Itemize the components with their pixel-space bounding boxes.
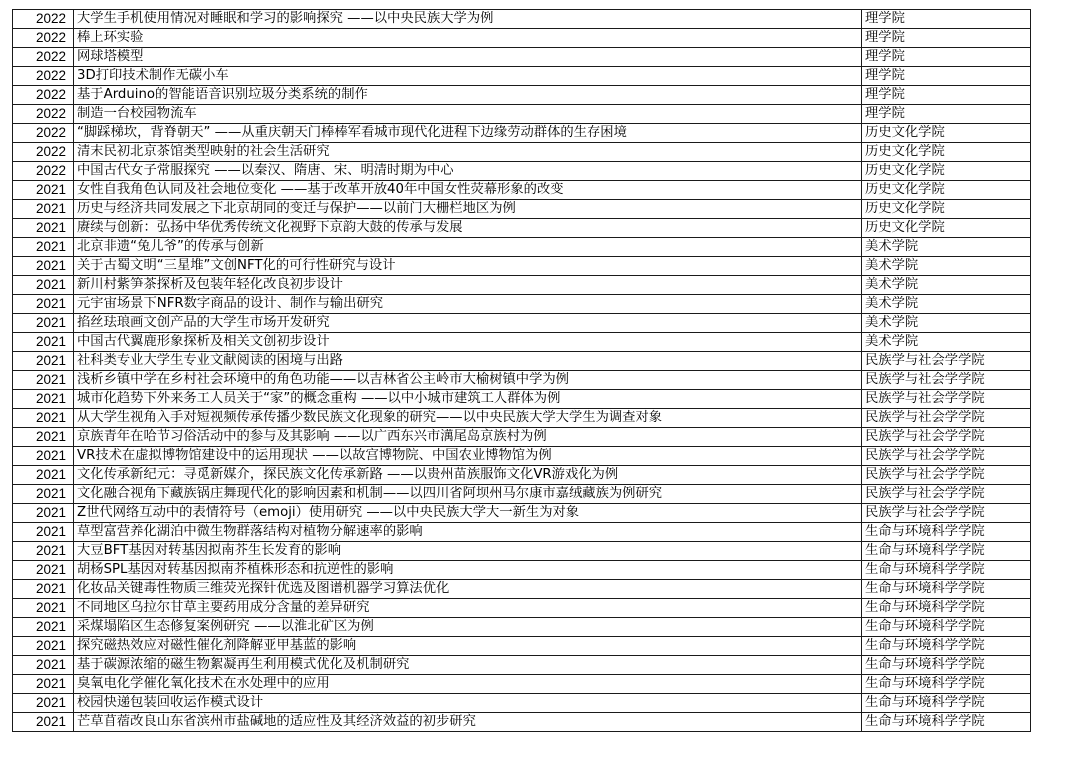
table-row (13, 409, 1031, 428)
college-cell: 生命与环境科学学院 (862, 675, 1031, 694)
project-title-cell: 元宇宙场景下NFR数字商品的设计、制作与输出研究 (74, 295, 862, 314)
year-cell: 2021 (13, 599, 74, 618)
table-row (13, 333, 1031, 352)
table-row (13, 48, 1031, 67)
year-cell: 2022 (13, 67, 74, 86)
project-title-cell: 基于碳源浓缩的磁生物絮凝再生利用模式优化及机制研究 (74, 656, 862, 675)
table-row (13, 428, 1031, 447)
year-cell: 2021 (13, 371, 74, 390)
college-cell: 理学院 (862, 48, 1031, 67)
table-row (13, 466, 1031, 485)
project-title-cell: 文化传承新纪元：寻觅新媒介，探民族文化传承新路 ——以贵州苗族服饰文化VR游戏化为例 (74, 466, 862, 485)
table-row (13, 124, 1031, 143)
project-title-cell: 制造一台校园物流车 (74, 105, 862, 124)
year-cell: 2021 (13, 637, 74, 656)
year-cell: 2021 (13, 713, 74, 732)
college-cell: 生命与环境科学学院 (862, 618, 1031, 637)
table-row (13, 257, 1031, 276)
project-table (12, 9, 1031, 732)
college-cell: 民族学与社会学学院 (862, 447, 1031, 466)
college-cell: 民族学与社会学学院 (862, 485, 1031, 504)
year-cell: 2021 (13, 694, 74, 713)
project-title-cell: 浅析乡镇中学在乡村社会环境中的角色功能——以吉林省公主岭市大榆树镇中学为例 (74, 371, 862, 390)
year-cell: 2021 (13, 580, 74, 599)
table-row (13, 219, 1031, 238)
table-row (13, 86, 1031, 105)
table-row (13, 504, 1031, 523)
year-cell: 2021 (13, 295, 74, 314)
project-title-cell: 女性自我角色认同及社会地位变化 ——基于改革开放40年中国女性荧幕形象的改变 (74, 181, 862, 200)
project-title-cell: 臭氧电化学催化氧化技术在水处理中的应用 (74, 675, 862, 694)
table-row (13, 105, 1031, 124)
project-title-cell: 北京非遗“兔儿爷”的传承与创新 (74, 238, 862, 257)
table-row (13, 29, 1031, 48)
table-row (13, 200, 1031, 219)
project-title-cell: 历史与经济共同发展之下北京胡同的变迁与保护——以前门大栅栏地区为例 (74, 200, 862, 219)
year-cell: 2021 (13, 485, 74, 504)
year-cell: 2022 (13, 105, 74, 124)
project-title-cell: VR技术在虚拟博物馆建设中的运用现状 ——以故宫博物院、中国农业博物馆为例 (74, 447, 862, 466)
project-title-cell: 关于古蜀文明“三星堆”文创NFT化的可行性研究与设计 (74, 257, 862, 276)
year-cell: 2021 (13, 675, 74, 694)
project-title-cell: 探究磁热效应对磁性催化剂降解亚甲基蓝的影响 (74, 637, 862, 656)
year-cell: 2022 (13, 162, 74, 181)
college-cell: 民族学与社会学学院 (862, 409, 1031, 428)
project-title-cell: 大豆BFT基因对转基因拟南芥生长发育的影响 (74, 542, 862, 561)
year-cell: 2022 (13, 29, 74, 48)
college-cell: 理学院 (862, 67, 1031, 86)
table-row (13, 675, 1031, 694)
project-title-cell: 大学生手机使用情况对睡眠和学习的影响探究 ——以中央民族大学为例 (74, 10, 862, 29)
college-cell: 美术学院 (862, 257, 1031, 276)
table-row (13, 713, 1031, 732)
year-cell: 2021 (13, 352, 74, 371)
table-row (13, 371, 1031, 390)
college-cell: 理学院 (862, 10, 1031, 29)
year-cell: 2021 (13, 390, 74, 409)
college-cell: 生命与环境科学学院 (862, 694, 1031, 713)
project-list-sheet (12, 9, 1031, 732)
table-row (13, 181, 1031, 200)
college-cell: 理学院 (862, 29, 1031, 48)
year-cell: 2021 (13, 523, 74, 542)
table-row (13, 599, 1031, 618)
table-row (13, 542, 1031, 561)
project-title-cell: Z世代网络互动中的表情符号（emoji）使用研究 ——以中央民族大学大一新生为对象 (74, 504, 862, 523)
college-cell: 理学院 (862, 86, 1031, 105)
project-title-cell: 从大学生视角入手对短视频传承传播少数民族文化现象的研究——以中央民族大学大学生为调查对象 (74, 409, 862, 428)
table-row (13, 238, 1031, 257)
year-cell: 2021 (13, 656, 74, 675)
college-cell: 历史文化学院 (862, 181, 1031, 200)
year-cell: 2021 (13, 238, 74, 257)
project-title-cell: 京族青年在哈节习俗活动中的参与及其影响 ——以广西东兴市澫尾岛京族村为例 (74, 428, 862, 447)
project-title-cell: 中国古代女子常服探究 ——以秦汉、隋唐、宋、明清时期为中心 (74, 162, 862, 181)
table-row (13, 580, 1031, 599)
college-cell: 生命与环境科学学院 (862, 561, 1031, 580)
project-title-cell: 掐丝珐琅画文创产品的大学生市场开发研究 (74, 314, 862, 333)
table-row (13, 618, 1031, 637)
college-cell: 生命与环境科学学院 (862, 580, 1031, 599)
year-cell: 2021 (13, 561, 74, 580)
project-title-cell: 校园快递包装回收运作模式设计 (74, 694, 862, 713)
project-title-cell: 新川村紫笋茶探析及包装年轻化改良初步设计 (74, 276, 862, 295)
project-title-cell: 采煤塌陷区生态修复案例研究 ——以淮北矿区为例 (74, 618, 862, 637)
college-cell: 历史文化学院 (862, 124, 1031, 143)
project-title-cell: 赓续与创新：弘扬中华优秀传统文化视野下京韵大鼓的传承与发展 (74, 219, 862, 238)
project-title-cell: 芒草苜蓿改良山东省滨州市盐碱地的适应性及其经济效益的初步研究 (74, 713, 862, 732)
college-cell: 生命与环境科学学院 (862, 599, 1031, 618)
year-cell: 2021 (13, 257, 74, 276)
college-cell: 历史文化学院 (862, 143, 1031, 162)
college-cell: 生命与环境科学学院 (862, 523, 1031, 542)
table-row (13, 295, 1031, 314)
project-title-cell: 清末民初北京茶馆类型映射的社会生活研究 (74, 143, 862, 162)
college-cell: 理学院 (862, 105, 1031, 124)
year-cell: 2021 (13, 409, 74, 428)
table-row (13, 656, 1031, 675)
year-cell: 2022 (13, 124, 74, 143)
college-cell: 历史文化学院 (862, 219, 1031, 238)
year-cell: 2022 (13, 143, 74, 162)
college-cell: 民族学与社会学学院 (862, 504, 1031, 523)
college-cell: 美术学院 (862, 333, 1031, 352)
project-title-cell: 不同地区乌拉尔甘草主要药用成分含量的差异研究 (74, 599, 862, 618)
year-cell: 2021 (13, 542, 74, 561)
table-row (13, 10, 1031, 29)
college-cell: 生命与环境科学学院 (862, 713, 1031, 732)
project-table-body (13, 10, 1031, 732)
project-title-cell: 化妆品关键毒性物质三维荧光探针优选及图谱机器学习算法优化 (74, 580, 862, 599)
table-row (13, 390, 1031, 409)
table-row (13, 352, 1031, 371)
table-row (13, 143, 1031, 162)
college-cell: 美术学院 (862, 314, 1031, 333)
year-cell: 2021 (13, 504, 74, 523)
table-row (13, 314, 1031, 333)
table-row (13, 67, 1031, 86)
college-cell: 民族学与社会学学院 (862, 371, 1031, 390)
project-title-cell: 3D打印技术制作无碳小车 (74, 67, 862, 86)
project-title-cell: 社科类专业大学生专业文献阅读的困境与出路 (74, 352, 862, 371)
year-cell: 2021 (13, 200, 74, 219)
college-cell: 美术学院 (862, 295, 1031, 314)
year-cell: 2021 (13, 276, 74, 295)
college-cell: 民族学与社会学学院 (862, 390, 1031, 409)
college-cell: 历史文化学院 (862, 162, 1031, 181)
year-cell: 2021 (13, 333, 74, 352)
year-cell: 2021 (13, 219, 74, 238)
project-title-cell: 草型富营养化湖泊中微生物群落结构对植物分解速率的影响 (74, 523, 862, 542)
year-cell: 2021 (13, 181, 74, 200)
year-cell: 2022 (13, 10, 74, 29)
college-cell: 生命与环境科学学院 (862, 656, 1031, 675)
college-cell: 生命与环境科学学院 (862, 542, 1031, 561)
college-cell: 生命与环境科学学院 (862, 637, 1031, 656)
year-cell: 2022 (13, 48, 74, 67)
project-title-cell: 文化融合视角下藏族锅庄舞现代化的影响因素和机制——以四川省阿坝州马尔康市嘉绒藏族为例研究 (74, 485, 862, 504)
year-cell: 2021 (13, 618, 74, 637)
table-row (13, 523, 1031, 542)
college-cell: 美术学院 (862, 276, 1031, 295)
college-cell: 历史文化学院 (862, 200, 1031, 219)
project-title-cell: 棒上环实验 (74, 29, 862, 48)
table-row (13, 694, 1031, 713)
year-cell: 2021 (13, 428, 74, 447)
table-row (13, 276, 1031, 295)
college-cell: 民族学与社会学学院 (862, 352, 1031, 371)
college-cell: 民族学与社会学学院 (862, 466, 1031, 485)
college-cell: 美术学院 (862, 238, 1031, 257)
table-row (13, 561, 1031, 580)
table-row (13, 637, 1031, 656)
project-title-cell: 城市化趋势下外来务工人员关于“家”的概念重构 ——以中小城市建筑工人群体为例 (74, 390, 862, 409)
project-title-cell: 网球塔模型 (74, 48, 862, 67)
year-cell: 2022 (13, 86, 74, 105)
project-title-cell: 中国古代翼鹿形象探析及相关文创初步设计 (74, 333, 862, 352)
year-cell: 2021 (13, 314, 74, 333)
project-title-cell: 基于Arduino的智能语音识别垃圾分类系统的制作 (74, 86, 862, 105)
project-title-cell: “脚踩梯坎，背脊朝天” ——从重庆朝天门棒棒军看城市现代化进程下边缘劳动群体的生存困境 (74, 124, 862, 143)
year-cell: 2021 (13, 466, 74, 485)
project-title-cell: 胡杨SPL基因对转基因拟南芥植株形态和抗逆性的影响 (74, 561, 862, 580)
table-row (13, 485, 1031, 504)
table-row (13, 447, 1031, 466)
college-cell: 民族学与社会学学院 (862, 428, 1031, 447)
year-cell: 2021 (13, 447, 74, 466)
table-row (13, 162, 1031, 181)
